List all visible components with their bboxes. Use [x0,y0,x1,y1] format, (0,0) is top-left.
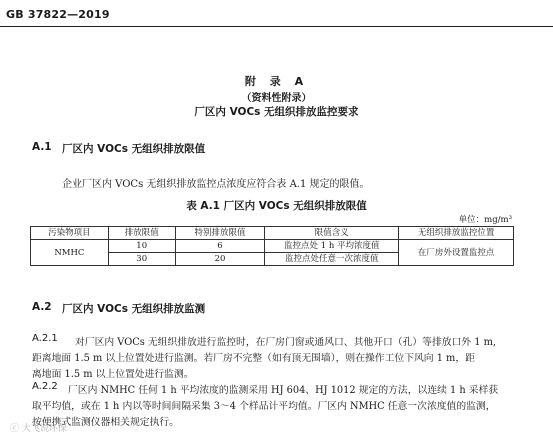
header-rule [0,26,553,27]
appendix-title: 附 录 A [244,75,309,88]
clause-a21-line: 离地面 1.5 m 以上位置处进行监测。 [32,369,194,380]
clause-a21-number: A.2.1 [32,333,58,344]
meaning-cell: 监控点处任意一次浓度值 [265,253,399,266]
table-header-row [31,227,514,240]
special-limit-cell: 6 [175,240,265,253]
pollutant-cell: NMHC [31,240,109,266]
table-unit: 单位：mg/m³ [458,215,512,225]
special-limit-cell: 20 [175,253,265,266]
section-a2-title: 厂区内 VOCs 无组织排放监测 [62,303,206,315]
location-cell: 在厂房外设置监控点 [399,240,514,266]
clause-a22-line: 按便携式监测仪器相关规定执行。 [32,417,179,428]
section-a2-number: A.2 [32,301,52,313]
header-location: 无组织排放监控位置 [399,227,514,240]
section-a1-title: 厂区内 VOCs 无组织排放限值 [62,143,206,155]
clause-a21-line: 距离地面 1.5 m 以上位置处进行监测。若厂房不完整（如有顶无围墙），则在操作工位下风向 1 m，距 [32,353,475,364]
limit-cell: 30 [108,253,175,266]
appendix-heading: 厂区内 VOCs 无组织排放监控要求 [194,106,359,118]
section-a1-number: A.1 [32,141,52,153]
header-limit: 排放限值 [108,227,175,240]
limit-cell: 10 [108,240,175,253]
header-special-limit: 特别排放限值 [175,227,265,240]
table-row [31,240,514,253]
clause-a22-line: 厂区内 NMHC 任何 1 h 平均浓度的监测采用 HJ 604、HJ 1012 规定的方法，以连续 1 h 采样获 [68,385,499,396]
clause-a22-number: A.2.2 [32,381,58,392]
watermark: ⓒ 大飞说环保 [10,424,67,434]
standard-number: GB 37822—2019 [6,8,110,21]
meaning-cell: 监控点处 1 h 平均浓度值 [265,240,399,253]
table-title: 表 A.1 厂区内 VOCs 无组织排放限值 [186,200,367,212]
appendix-note: （资料性附录） [241,93,312,104]
section-a1-paragraph: 企业厂区内 VOCs 无组织排放监控点浓度应符合表 A.1 规定的限值。 [62,179,370,190]
clause-a22-line: 取平均值，或在 1 h 内以等时间间隔采集 3～4 个样品计平均值。厂区内 NMHC 任意一次浓度值的监测， [32,401,496,412]
clause-a21-line: 对厂区内 VOCs 无组织排放进行监控时，在厂房门窗或通风口、其他开口（孔）等排放口外 1 m, [75,337,497,348]
header-meaning: 限值含义 [265,227,399,240]
header-pollutant: 污染物项目 [31,227,109,240]
limits-table [30,226,514,266]
